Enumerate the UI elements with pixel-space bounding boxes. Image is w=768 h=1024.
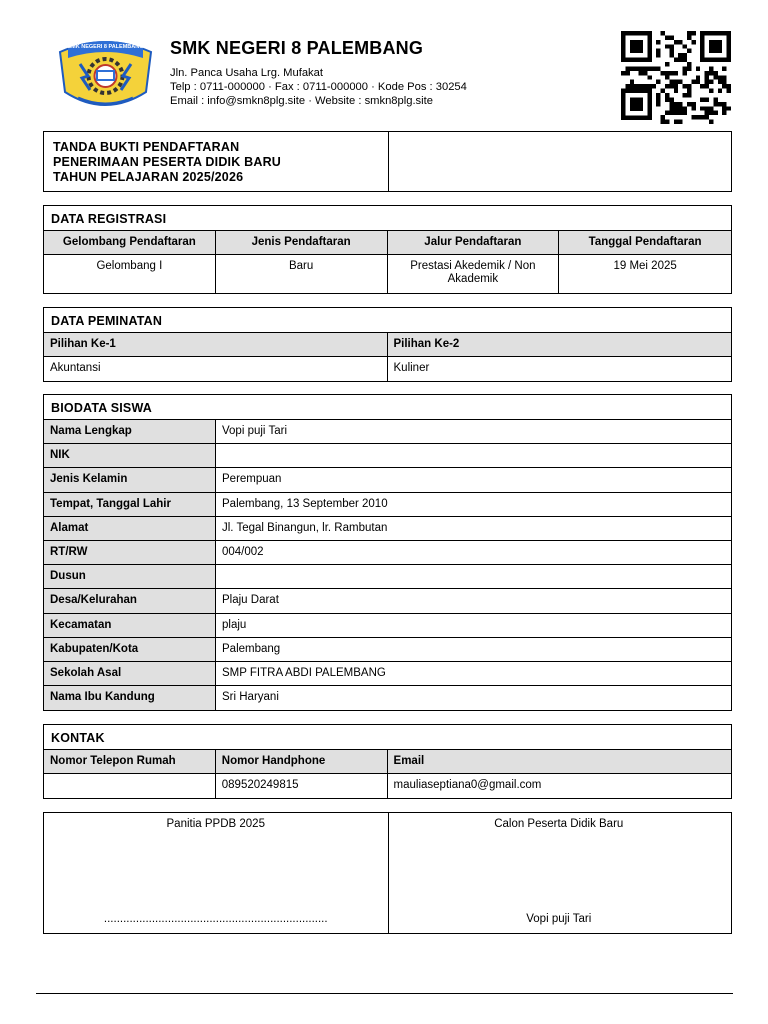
footer-divider — [36, 993, 733, 994]
qr-code — [621, 31, 731, 124]
table-row — [44, 662, 731, 686]
registration-path: Prestasi Akedemik / Non Akademik — [388, 255, 560, 293]
field-value: Plaju Darat — [222, 594, 279, 607]
table-row — [44, 614, 731, 638]
mobile-phone: 089520249815 — [216, 774, 388, 798]
column-header: Nomor Telepon Rumah — [44, 750, 216, 773]
field-value — [216, 444, 731, 467]
logo-text: SMK NEGERI 8 PALEMBANG — [67, 44, 144, 50]
committee-signature — [44, 813, 389, 933]
field-value: 004/002 — [222, 545, 264, 558]
registration-date: 19 Mei 2025 — [613, 260, 677, 272]
school-address: Jln. Panca Usaha Lrg. Mufakat — [170, 67, 323, 79]
field-label: Nama Lengkap — [44, 420, 216, 443]
table-row — [44, 517, 731, 541]
table-row — [44, 357, 731, 381]
home-phone — [44, 774, 216, 798]
field-label: Tempat, Tanggal Lahir — [44, 493, 216, 516]
email-value: mauliaseptiana0@gmail.com — [393, 779, 542, 791]
section-heading: BIODATA SISWA — [44, 395, 731, 420]
column-header: Jenis Pendaftaran — [216, 231, 388, 254]
column-header: Tanggal Pendaftaran — [559, 231, 731, 254]
table-row — [44, 638, 731, 662]
field-value — [216, 565, 731, 588]
registration-type: Baru — [216, 255, 388, 293]
field-value: Sri Haryani — [222, 691, 279, 704]
section-heading: DATA PEMINATAN — [44, 308, 731, 333]
field-label: Alamat — [44, 517, 216, 540]
field-label: Nama Ibu Kandung — [44, 686, 216, 710]
field-label: Jenis Kelamin — [44, 468, 216, 491]
field-value: Jl. Tegal Binangun, lr. Rambutan — [222, 521, 388, 534]
field-label: Sekolah Asal — [44, 662, 216, 685]
table-header-row — [44, 333, 731, 357]
column-header: Pilihan Ke-2 — [388, 333, 732, 356]
field-value: Vopi puji Tari — [222, 425, 287, 437]
registration-section — [43, 205, 732, 294]
school-name: SMK NEGERI 8 PALEMBANG — [170, 38, 424, 58]
section-heading: DATA REGISTRASI — [44, 206, 731, 231]
field-label: RT/RW — [44, 541, 216, 564]
table-header-row — [44, 231, 731, 255]
interest-section — [43, 307, 732, 382]
column-header: Pilihan Ke-1 — [44, 333, 388, 356]
document-title-box — [43, 131, 732, 192]
field-label: Desa/Kelurahan — [44, 589, 216, 612]
signature-box — [43, 812, 732, 934]
title-line-2: PENERIMAAN PESERTA DIDIK BARU — [53, 155, 282, 169]
section-heading: KONTAK — [44, 725, 731, 750]
field-value: Perempuan — [222, 473, 282, 486]
field-label: Dusun — [44, 565, 216, 588]
school-logo — [58, 34, 153, 114]
second-choice: Kuliner — [393, 362, 430, 374]
committee-role: Panitia PPDB 2025 — [166, 818, 265, 830]
title-line-1: TANDA BUKTI PENDAFTARAN — [53, 140, 240, 154]
table-row — [44, 541, 731, 565]
column-header: Gelombang Pendaftaran — [44, 231, 216, 254]
field-value: SMP FITRA ABDI PALEMBANG — [222, 666, 386, 679]
table-row — [44, 444, 731, 468]
table-row — [44, 774, 731, 798]
column-header: Nomor Handphone — [216, 750, 388, 773]
table-row — [44, 493, 731, 517]
field-label: Kabupaten/Kota — [44, 638, 216, 661]
table-header-row — [44, 750, 731, 774]
title-empty-cell — [388, 132, 389, 191]
student-name: Vopi puji Tari — [526, 913, 592, 925]
student-role: Calon Peserta Didik Baru — [494, 818, 624, 830]
column-header: Email — [388, 750, 731, 773]
biodata-section — [43, 394, 732, 711]
registration-wave: Gelombang I — [44, 255, 216, 293]
contact-section — [43, 724, 732, 799]
table-row — [44, 589, 731, 613]
field-value: plaju — [222, 618, 247, 631]
field-label: Kecamatan — [44, 614, 216, 637]
committee-signature-line: ...................................................................... — [103, 913, 328, 925]
table-row — [44, 255, 731, 293]
table-row — [44, 686, 731, 710]
field-label: NIK — [44, 444, 216, 467]
title-line-3: TAHUN PELAJARAN 2025/2026 — [53, 170, 244, 184]
student-signature — [387, 813, 732, 933]
school-phone: Telp : 0711-000000 · Fax : 0711-000000 · Kode Pos : 30254 — [170, 81, 467, 93]
column-header: Jalur Pendaftaran — [388, 231, 560, 254]
table-row — [44, 420, 731, 444]
table-row — [44, 565, 731, 589]
field-value: Palembang — [222, 642, 281, 655]
school-contact: Email : info@smkn8plg.site · Website : smkn8plg.site — [170, 95, 433, 107]
first-choice: Akuntansi — [44, 357, 388, 381]
table-row — [44, 468, 731, 492]
field-value: Palembang, 13 September 2010 — [222, 497, 388, 510]
